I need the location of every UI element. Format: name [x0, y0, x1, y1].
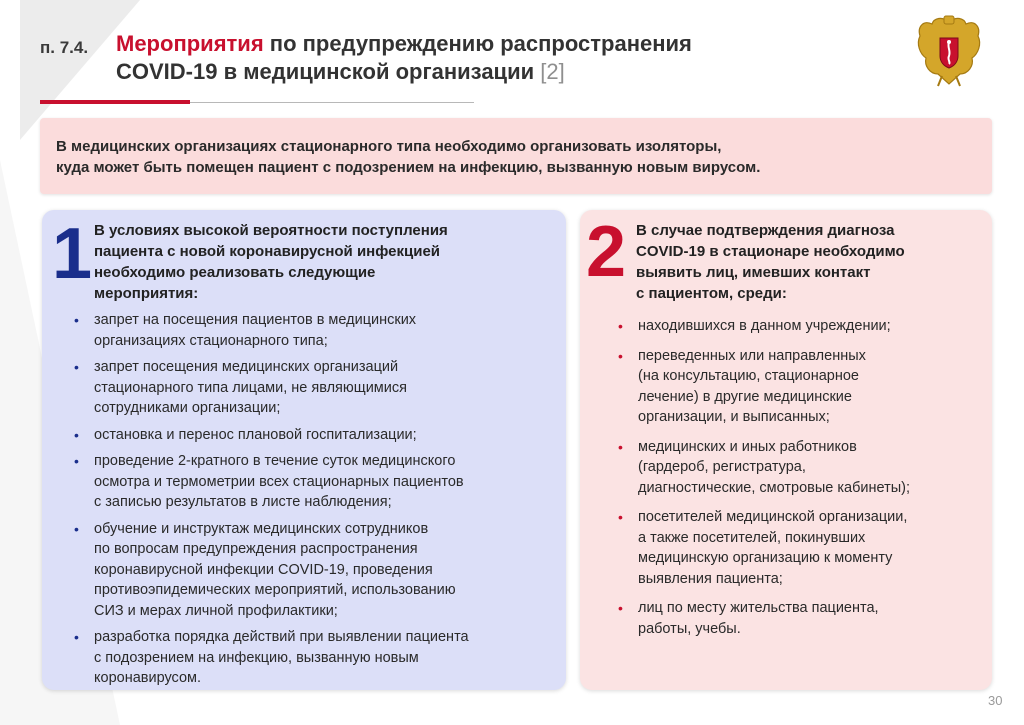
isolation-notice-banner — [40, 118, 992, 194]
list-item — [72, 425, 560, 446]
item-line: медицинских и иных работников — [638, 438, 857, 455]
list-item — [616, 598, 986, 639]
item-line: проведение 2-кратного в течение суток медицинского — [94, 453, 456, 469]
heading-line: В случае подтверждения диагноза — [636, 222, 895, 239]
measures-card — [42, 210, 566, 690]
item-line: обучение и инструктаж медицинских сотрудников — [94, 520, 429, 537]
list-item — [72, 519, 560, 622]
bullet-icon: • — [618, 438, 623, 455]
bullet-icon: • — [618, 509, 623, 525]
title-line1-rest: по предупреждению распространения — [263, 31, 692, 56]
bullet-icon: • — [74, 453, 79, 469]
list-item — [72, 357, 560, 419]
page-number: 30 — [988, 693, 1003, 708]
title-reference: [2] — [540, 59, 565, 84]
item-line: диагностические, смотровые кабинеты); — [638, 479, 911, 496]
list-item — [616, 316, 986, 337]
card-number: 1 — [52, 214, 93, 294]
coat-of-arms-icon — [914, 14, 984, 92]
card-number: 2 — [586, 212, 627, 292]
bullet-icon: • — [618, 600, 623, 616]
list-item — [616, 346, 986, 428]
item-line: остановка и перенос плановой госпитализации; — [94, 426, 417, 443]
card-heading — [636, 220, 986, 304]
item-line: с подозрением на инфекцию, вызванную новым — [94, 649, 419, 666]
heading-line: COVID-19 в стационаре необходимо — [636, 243, 905, 260]
item-line: (гардероб, регистратура, — [638, 459, 806, 475]
item-line: запрет посещения медицинских организаций — [94, 359, 399, 375]
item-line: осмотра и термометрии всех стационарных пациентов — [94, 473, 464, 490]
bullet-icon: • — [74, 520, 79, 537]
item-line: переведенных или направленных — [638, 347, 866, 364]
item-line: лечение) в другие медицинские — [638, 388, 852, 405]
bullet-icon: • — [74, 629, 79, 645]
item-line: коронавирусом. — [94, 670, 202, 686]
contacts-list — [616, 316, 986, 648]
item-line: организации, и выписанных; — [638, 409, 830, 425]
title-line2: COVID-19 в медицинской организации — [116, 59, 541, 84]
header-accent-bar — [40, 100, 190, 104]
list-item — [72, 627, 560, 689]
bullet-icon: • — [74, 312, 79, 328]
item-line: сотрудниками организации; — [94, 400, 281, 416]
contacts-card — [580, 210, 992, 690]
banner-line: куда может быть помещен пациент с подозрением на инфекцию, вызванную новым вирусом. — [56, 159, 761, 176]
section-number: п. 7.4. — [40, 38, 89, 57]
item-line: организациях стационарного типа; — [94, 332, 328, 349]
page-title — [116, 30, 836, 86]
bullet-icon: • — [618, 347, 623, 364]
item-line: выявления пациента; — [638, 570, 783, 587]
item-line: находившихся в данном учреждении; — [638, 318, 891, 334]
item-line: медицинскую организацию к моменту — [638, 550, 893, 566]
item-line: посетителей медицинской организации, — [638, 509, 908, 525]
banner-text — [56, 136, 976, 178]
bullet-icon: • — [74, 426, 79, 443]
list-item — [72, 451, 560, 513]
item-line: коронавирусной инфекции COVID-19, проведения — [94, 561, 433, 578]
item-line: СИЗ и мерах личной профилактики; — [94, 602, 338, 619]
item-line: разработка порядка действий при выявлении пациента — [94, 629, 469, 645]
item-line: по вопросам предупреждения распространения — [94, 541, 418, 557]
heading-line: В условиях высокой вероятности поступления — [94, 222, 448, 239]
item-line: лиц по месту жительства пациента, — [638, 600, 879, 616]
card-heading — [94, 220, 554, 304]
list-item — [616, 437, 986, 499]
bullet-icon: • — [618, 318, 623, 334]
heading-line: с пациентом, среди: — [636, 285, 787, 302]
item-line: противоэпидемических мероприятий, использованию — [94, 582, 456, 598]
measures-list — [72, 310, 560, 695]
heading-line: необходимо реализовать следующие — [94, 264, 376, 281]
list-item — [72, 310, 560, 351]
item-line: запрет на посещения пациентов в медицинских — [94, 312, 417, 328]
heading-line: мероприятия: — [94, 285, 199, 302]
heading-line: пациента с новой коронавирусной инфекцией — [94, 243, 441, 260]
heading-line: выявить лиц, имевших контакт — [636, 264, 871, 281]
title-highlight: Мероприятия — [116, 31, 264, 56]
item-line: с записью результатов в листе наблюдения; — [94, 494, 392, 510]
item-line: (на консультацию, стационарное — [638, 368, 859, 384]
bullet-icon: • — [74, 359, 79, 375]
item-line: работы, учебы. — [638, 620, 741, 637]
item-line: а также посетителей, покинувших — [638, 529, 866, 546]
item-line: стационарного типа лицами, не являющимися — [94, 379, 407, 396]
list-item — [616, 507, 986, 589]
banner-line: В медицинских организациях стационарного типа необходимо организовать изоляторы, — [56, 138, 722, 155]
